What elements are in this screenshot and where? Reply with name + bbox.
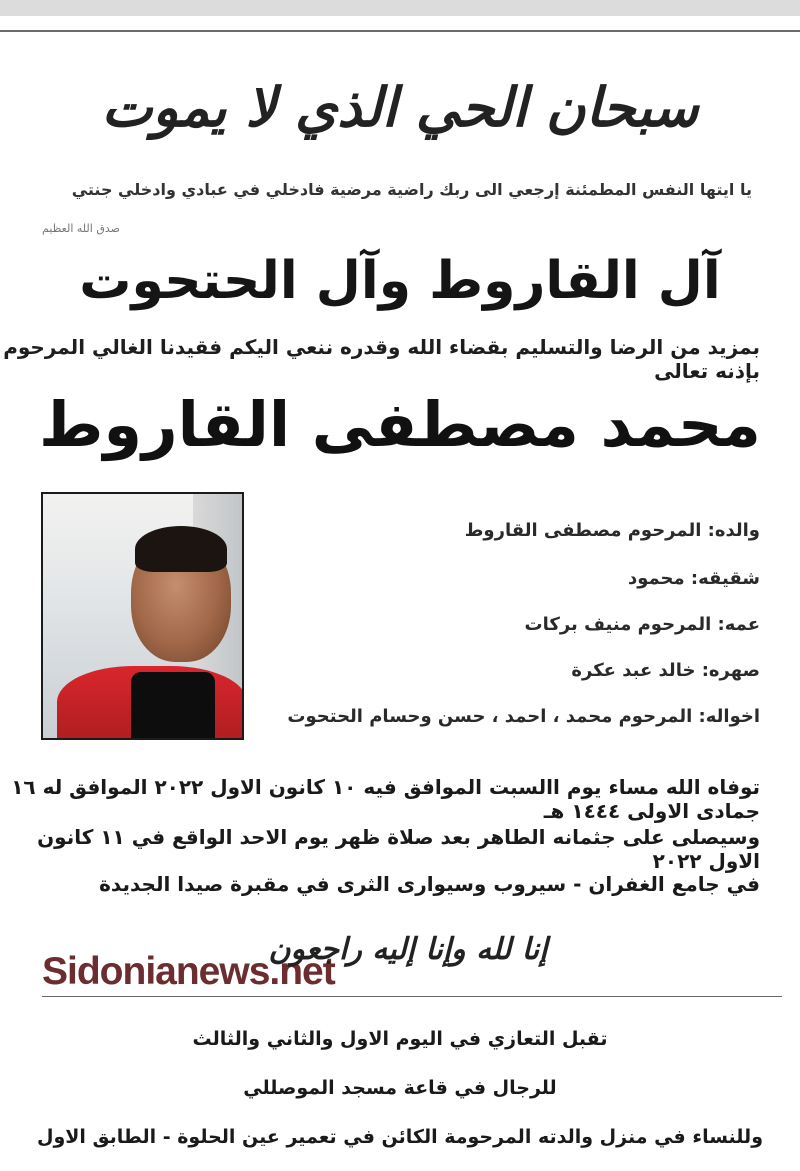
relative-father: والده: المرحوم مصطفى القاروط bbox=[464, 520, 760, 541]
verse-credit: صدق الله العظيم bbox=[42, 222, 120, 235]
relative-brother: شقيقه: محمود bbox=[627, 568, 760, 589]
death-date-line: توفاه الله مساء يوم االسبت الموافق فيه ١٠ كانون الاول ٢٠٢٢ الموافق له ١٦ جمادى الاولى ١٤٤٤ هـ bbox=[11, 775, 760, 823]
condolence-men: للرجال في قاعة مسجد الموصللي bbox=[243, 1077, 557, 1099]
bottom-divider bbox=[42, 996, 782, 997]
deceased-name: محمد مصطفى القاروط bbox=[39, 388, 761, 461]
relative-in-law: صهره: خالد عبد عكرة bbox=[571, 660, 760, 681]
condolence-days: تقبل التعازي في اليوم الاول والثاني والثالث bbox=[192, 1028, 608, 1050]
quran-verse: يا ايتها النفس المطمئنة إرجعي الى ربك راضية مرضية فادخلي في عبادي وادخلي جنتي bbox=[71, 180, 752, 199]
top-gray-band bbox=[0, 0, 800, 16]
announcement-intro: بمزيد من الرضا والتسليم بقضاء الله وقدره ننعي اليكم فقيدنا الغالي المرحوم بإذنه تعالى bbox=[3, 335, 760, 383]
prayer-line: وسيصلى على جثمانه الطاهر بعد صلاة ظهر يوم الاحد الواقع في ١١ كانون الاول ٢٠٢٢ bbox=[37, 825, 760, 873]
condolence-women: وللنساء في منزل والدته المرحومة الكائن في تعمير عين الحلوة - الطابق الاول bbox=[36, 1126, 764, 1148]
burial-line: في جامع الغفران - سيروب وسيوارى الثرى في مقبرة صيدا الجديدة bbox=[99, 872, 760, 896]
family-names: آل القاروط وآل الحتحوت bbox=[79, 251, 721, 311]
relative-uncle: عمه: المرحوم منيف بركات bbox=[524, 614, 760, 635]
calligraphy-heading: سبحان الحي الذي لا يموت bbox=[101, 75, 699, 139]
deceased-photo bbox=[41, 492, 244, 740]
relative-maternal-uncles: اخواله: المرحوم محمد ، احمد ، حسن وحسام الحتحوت bbox=[287, 706, 760, 727]
top-divider bbox=[0, 30, 800, 32]
inna-lillah-calligraphy: إنا لله وإنا إليه راجعون bbox=[268, 932, 548, 967]
site-watermark: Sidonianews.net bbox=[42, 950, 335, 993]
